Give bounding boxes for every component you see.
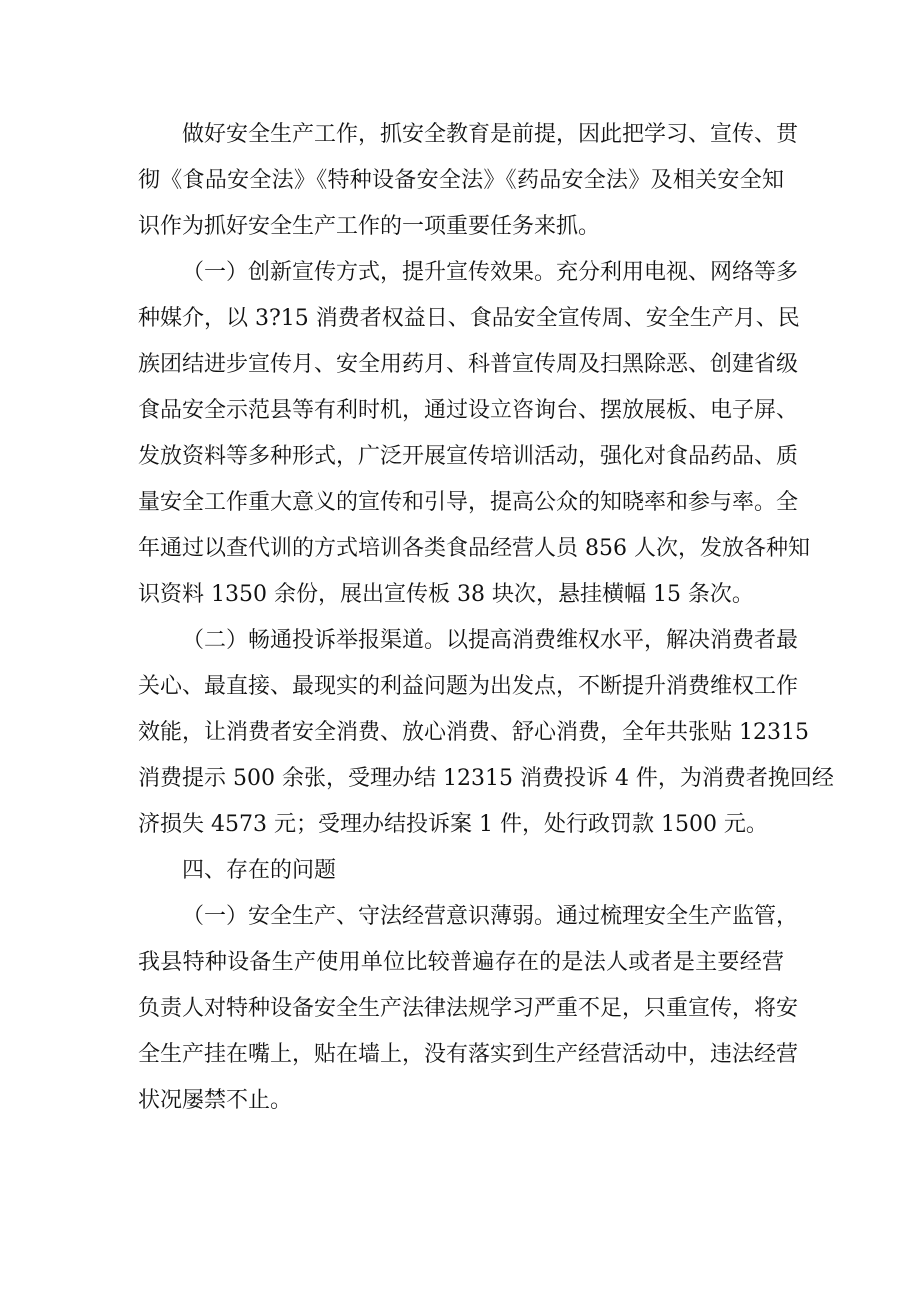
paragraph-publicity-methods [138,250,810,618]
paragraph-line: 效能，让消费者安全消费、放心消费、舒心消费，全年共张贴 12315 [138,720,809,745]
paragraph-line: 状况屡禁不止。 [138,1088,293,1113]
paragraph-complaint-channels [138,618,834,848]
paragraph-line: 食品安全示范县等有利时机，通过设立咨询台、摆放展板、电子屏、 [138,398,799,423]
paragraph-line: （一）安全生产、守法经营意识薄弱。通过梳理安全生产监管， [182,904,799,929]
paragraph-line: 关心、最直接、最现实的利益问题为出发点，不断提升消费维权工作 [138,674,799,699]
paragraph-line: 识作为抓好安全生产工作的一项重要任务来抓。 [138,214,601,239]
paragraph-line: 识资料 1350 余份，展出宣传板 38 块次，悬挂横幅 15 条次。 [138,582,754,607]
paragraph-line: 全生产挂在嘴上，贴在墙上，没有落实到生产经营活动中，违法经营 [138,1042,799,1067]
paragraph-line: （二）畅通投诉举报渠道。以提高消费维权水平，解决消费者最 [182,628,799,653]
paragraph-safety-education [138,112,799,250]
paragraph-line: 我县特种设备生产使用单位比较普遍存在的是法人或者是主要经营 [138,950,784,975]
paragraph-line: 年通过以查代训的方式培训各类食品经营人员 856 人次，发放各种知 [138,536,810,561]
paragraph-line: 发放资料等多种形式，广泛开展宣传培训活动，强化对食品药品、质 [138,444,799,469]
paragraph-line: 彻《食品安全法》《特种设备安全法》《药品安全法》及相关安全知 [138,168,784,193]
paragraph-line: 量安全工作重大意义的宣传和引导，提高公众的知晓率和参与率。全 [138,490,799,515]
paragraph-line: 消费提示 500 余张，受理办结 12315 消费投诉 4 件，为消费者挽回经 [138,766,834,791]
paragraph-line: 负责人对特种设备安全生产法律法规学习严重不足，只重宣传，将安 [138,996,799,1021]
paragraph-line: 族团结进步宣传月、安全用药月、科普宣传周及扫黑除恶、创建省级 [138,352,799,377]
section-heading-existing-problems [138,848,784,894]
paragraph-line: （一）创新宣传方式，提升宣传效果。充分利用电视、网络等多 [182,260,799,285]
paragraph-line: 种媒介，以 3?15 消费者权益日、食品安全宣传周、安全生产月、民 [138,306,800,331]
document-body [138,112,834,1124]
paragraph-weak-awareness [138,894,799,1124]
section-heading: 四、存在的问题 [182,858,337,883]
paragraph-line: 做好安全生产工作，抓安全教育是前提，因此把学习、宣传、贯 [182,122,799,147]
paragraph-line: 济损失 4573 元；受理办结投诉案 1 件，处行政罚款 1500 元。 [138,812,768,837]
